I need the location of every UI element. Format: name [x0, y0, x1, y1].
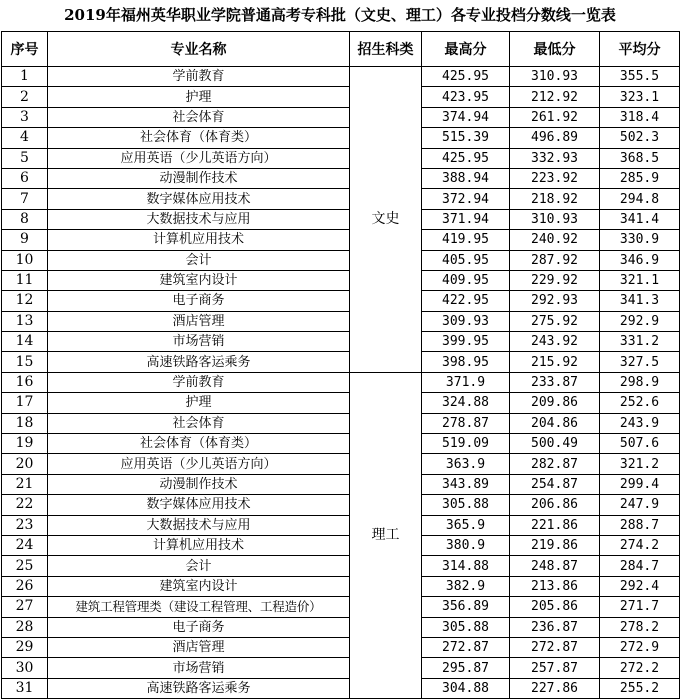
row-seq: 28 — [2, 617, 48, 637]
row-avg-score: 243.9 — [600, 413, 680, 433]
row-major-name: 建筑工程管理类（建设工程管理、工程造价） — [48, 597, 350, 617]
row-avg-score: 255.2 — [600, 678, 680, 698]
row-max-score: 372.94 — [422, 189, 510, 209]
table-row — [2, 413, 680, 433]
row-major-name: 会计 — [48, 250, 350, 270]
document-title: 2019年福州英华职业学院普通高考专科批（文史、理工）各专业投档分数线一览表 — [64, 6, 616, 24]
row-max-score: 305.88 — [422, 617, 510, 637]
table-row — [2, 128, 680, 148]
row-avg-score: 272.9 — [600, 637, 680, 657]
row-min-score: 212.92 — [510, 87, 600, 107]
row-min-score: 205.86 — [510, 597, 600, 617]
table-row — [2, 372, 680, 392]
row-major-name: 酒店管理 — [48, 637, 350, 657]
row-avg-score: 321.2 — [600, 454, 680, 474]
row-avg-score: 284.7 — [600, 556, 680, 576]
row-max-score: 304.88 — [422, 678, 510, 698]
row-seq: 29 — [2, 637, 48, 657]
row-min-score: 240.92 — [510, 230, 600, 250]
row-seq: 7 — [2, 189, 48, 209]
row-min-score: 500.49 — [510, 434, 600, 454]
header-row — [2, 32, 680, 67]
row-major-name: 社会体育 — [48, 413, 350, 433]
row-seq: 25 — [2, 556, 48, 576]
row-max-score: 309.93 — [422, 311, 510, 331]
row-max-score: 305.88 — [422, 495, 510, 515]
row-avg-score: 318.4 — [600, 107, 680, 127]
row-avg-score: 247.9 — [600, 495, 680, 515]
row-seq: 27 — [2, 597, 48, 617]
row-avg-score: 285.9 — [600, 168, 680, 188]
row-seq: 17 — [2, 393, 48, 413]
row-seq: 30 — [2, 658, 48, 678]
row-max-score: 423.95 — [422, 87, 510, 107]
row-min-score: 261.92 — [510, 107, 600, 127]
row-seq: 21 — [2, 474, 48, 494]
row-major-name: 酒店管理 — [48, 311, 350, 331]
row-max-score: 371.9 — [422, 372, 510, 392]
row-major-name: 高速铁路客运乘务 — [48, 352, 350, 372]
row-major-name: 计算机应用技术 — [48, 535, 350, 555]
row-major-name: 应用英语（少儿英语方向） — [48, 148, 350, 168]
row-major-name: 大数据技术与应用 — [48, 515, 350, 535]
row-major-name: 数字媒体应用技术 — [48, 495, 350, 515]
row-min-score: 254.87 — [510, 474, 600, 494]
row-min-score: 310.93 — [510, 209, 600, 229]
table-row — [2, 168, 680, 188]
table-row — [2, 597, 680, 617]
row-avg-score: 507.6 — [600, 434, 680, 454]
row-avg-score: 288.7 — [600, 515, 680, 535]
row-max-score: 409.95 — [422, 270, 510, 290]
row-seq: 1 — [2, 67, 48, 87]
row-max-score: 374.94 — [422, 107, 510, 127]
table-row — [2, 148, 680, 168]
row-min-score: 275.92 — [510, 311, 600, 331]
row-seq: 15 — [2, 352, 48, 372]
row-avg-score: 292.9 — [600, 311, 680, 331]
row-major-name: 护理 — [48, 393, 350, 413]
row-major-name: 动漫制作技术 — [48, 474, 350, 494]
row-max-score: 398.95 — [422, 352, 510, 372]
row-min-score: 221.86 — [510, 515, 600, 535]
table-row — [2, 311, 680, 331]
row-seq: 6 — [2, 168, 48, 188]
table-row — [2, 291, 680, 311]
row-max-score: 422.95 — [422, 291, 510, 311]
row-min-score: 223.92 — [510, 168, 600, 188]
row-max-score: 388.94 — [422, 168, 510, 188]
row-major-name: 计算机应用技术 — [48, 230, 350, 250]
row-seq: 24 — [2, 535, 48, 555]
row-min-score: 287.92 — [510, 250, 600, 270]
row-min-score: 233.87 — [510, 372, 600, 392]
table-row — [2, 576, 680, 596]
row-max-score: 519.09 — [422, 434, 510, 454]
row-seq: 26 — [2, 576, 48, 596]
row-avg-score: 278.2 — [600, 617, 680, 637]
row-seq: 11 — [2, 270, 48, 290]
row-min-score: 310.93 — [510, 67, 600, 87]
table-row — [2, 658, 680, 678]
row-avg-score: 331.2 — [600, 332, 680, 352]
row-major-name: 市场营销 — [48, 658, 350, 678]
row-major-name: 数字媒体应用技术 — [48, 189, 350, 209]
row-max-score: 295.87 — [422, 658, 510, 678]
row-major-name: 建筑室内设计 — [48, 270, 350, 290]
table-row — [2, 250, 680, 270]
row-max-score: 405.95 — [422, 250, 510, 270]
row-avg-score: 292.4 — [600, 576, 680, 596]
table-row — [2, 107, 680, 127]
row-min-score: 229.92 — [510, 270, 600, 290]
row-major-name: 动漫制作技术 — [48, 168, 350, 188]
row-max-score: 272.87 — [422, 637, 510, 657]
row-seq: 16 — [2, 372, 48, 392]
row-min-score: 206.86 — [510, 495, 600, 515]
table-row — [2, 515, 680, 535]
row-major-name: 社会体育 — [48, 107, 350, 127]
row-seq: 31 — [2, 678, 48, 698]
row-min-score: 282.87 — [510, 454, 600, 474]
row-avg-score: 274.2 — [600, 535, 680, 555]
table-row — [2, 637, 680, 657]
row-major-name: 市场营销 — [48, 332, 350, 352]
row-seq: 10 — [2, 250, 48, 270]
row-avg-score: 298.9 — [600, 372, 680, 392]
row-min-score: 215.92 — [510, 352, 600, 372]
row-avg-score: 346.9 — [600, 250, 680, 270]
row-seq: 3 — [2, 107, 48, 127]
row-max-score: 515.39 — [422, 128, 510, 148]
table-row — [2, 393, 680, 413]
header-min: 最低分 — [510, 32, 600, 67]
header-avg: 平均分 — [600, 32, 680, 67]
row-seq: 22 — [2, 495, 48, 515]
row-seq: 19 — [2, 434, 48, 454]
row-avg-score: 327.5 — [600, 352, 680, 372]
row-seq: 12 — [2, 291, 48, 311]
row-category: 理工 — [350, 372, 422, 698]
row-seq: 2 — [2, 87, 48, 107]
row-avg-score: 330.9 — [600, 230, 680, 250]
table-body — [2, 67, 680, 699]
row-min-score: 257.87 — [510, 658, 600, 678]
row-seq: 23 — [2, 515, 48, 535]
row-major-name: 电子商务 — [48, 617, 350, 637]
row-min-score: 272.87 — [510, 637, 600, 657]
row-seq: 18 — [2, 413, 48, 433]
table-row — [2, 556, 680, 576]
row-seq: 13 — [2, 311, 48, 331]
row-min-score: 219.86 — [510, 535, 600, 555]
table-row — [2, 434, 680, 454]
row-max-score: 324.88 — [422, 393, 510, 413]
row-major-name: 学前教育 — [48, 67, 350, 87]
row-max-score: 425.95 — [422, 148, 510, 168]
row-max-score: 356.89 — [422, 597, 510, 617]
row-avg-score: 271.7 — [600, 597, 680, 617]
row-seq: 20 — [2, 454, 48, 474]
table-row — [2, 230, 680, 250]
row-max-score: 371.94 — [422, 209, 510, 229]
table-row — [2, 474, 680, 494]
header-seq: 序号 — [2, 32, 48, 67]
row-max-score: 419.95 — [422, 230, 510, 250]
row-min-score: 496.89 — [510, 128, 600, 148]
table-row — [2, 67, 680, 87]
row-max-score: 425.95 — [422, 67, 510, 87]
row-min-score: 248.87 — [510, 556, 600, 576]
table-row — [2, 332, 680, 352]
table-row — [2, 678, 680, 698]
row-major-name: 电子商务 — [48, 291, 350, 311]
row-max-score: 382.9 — [422, 576, 510, 596]
row-max-score: 343.89 — [422, 474, 510, 494]
row-min-score: 209.86 — [510, 393, 600, 413]
table-row — [2, 87, 680, 107]
row-major-name: 社会体育（体育类） — [48, 434, 350, 454]
row-avg-score: 341.4 — [600, 209, 680, 229]
row-major-name: 学前教育 — [48, 372, 350, 392]
row-seq: 4 — [2, 128, 48, 148]
row-avg-score: 299.4 — [600, 474, 680, 494]
header-category: 招生科类 — [350, 32, 422, 67]
row-category: 文史 — [350, 67, 422, 373]
row-avg-score: 272.2 — [600, 658, 680, 678]
row-min-score: 218.92 — [510, 189, 600, 209]
row-seq: 9 — [2, 230, 48, 250]
row-avg-score: 252.6 — [600, 393, 680, 413]
table-row — [2, 352, 680, 372]
row-avg-score: 294.8 — [600, 189, 680, 209]
row-major-name: 大数据技术与应用 — [48, 209, 350, 229]
row-major-name: 护理 — [48, 87, 350, 107]
row-avg-score: 502.3 — [600, 128, 680, 148]
row-max-score: 363.9 — [422, 454, 510, 474]
table-row — [2, 189, 680, 209]
row-min-score: 292.93 — [510, 291, 600, 311]
row-avg-score: 355.5 — [600, 67, 680, 87]
row-seq: 14 — [2, 332, 48, 352]
row-max-score: 380.9 — [422, 535, 510, 555]
table-row — [2, 209, 680, 229]
header-major: 专业名称 — [48, 32, 350, 67]
score-table — [1, 31, 680, 699]
table-row — [2, 454, 680, 474]
row-min-score: 236.87 — [510, 617, 600, 637]
row-max-score: 365.9 — [422, 515, 510, 535]
table-row — [2, 495, 680, 515]
row-major-name: 社会体育（体育类） — [48, 128, 350, 148]
row-min-score: 213.86 — [510, 576, 600, 596]
row-min-score: 227.86 — [510, 678, 600, 698]
row-avg-score: 341.3 — [600, 291, 680, 311]
table-row — [2, 270, 680, 290]
row-major-name: 应用英语（少儿英语方向） — [48, 454, 350, 474]
row-major-name: 高速铁路客运乘务 — [48, 678, 350, 698]
row-min-score: 204.86 — [510, 413, 600, 433]
row-min-score: 243.92 — [510, 332, 600, 352]
row-major-name: 会计 — [48, 556, 350, 576]
row-avg-score: 321.1 — [600, 270, 680, 290]
row-max-score: 399.95 — [422, 332, 510, 352]
table-row — [2, 617, 680, 637]
row-max-score: 278.87 — [422, 413, 510, 433]
row-min-score: 332.93 — [510, 148, 600, 168]
row-avg-score: 323.1 — [600, 87, 680, 107]
row-major-name: 建筑室内设计 — [48, 576, 350, 596]
row-seq: 8 — [2, 209, 48, 229]
table-row — [2, 535, 680, 555]
header-max: 最高分 — [422, 32, 510, 67]
row-seq: 5 — [2, 148, 48, 168]
row-max-score: 314.88 — [422, 556, 510, 576]
row-avg-score: 368.5 — [600, 148, 680, 168]
